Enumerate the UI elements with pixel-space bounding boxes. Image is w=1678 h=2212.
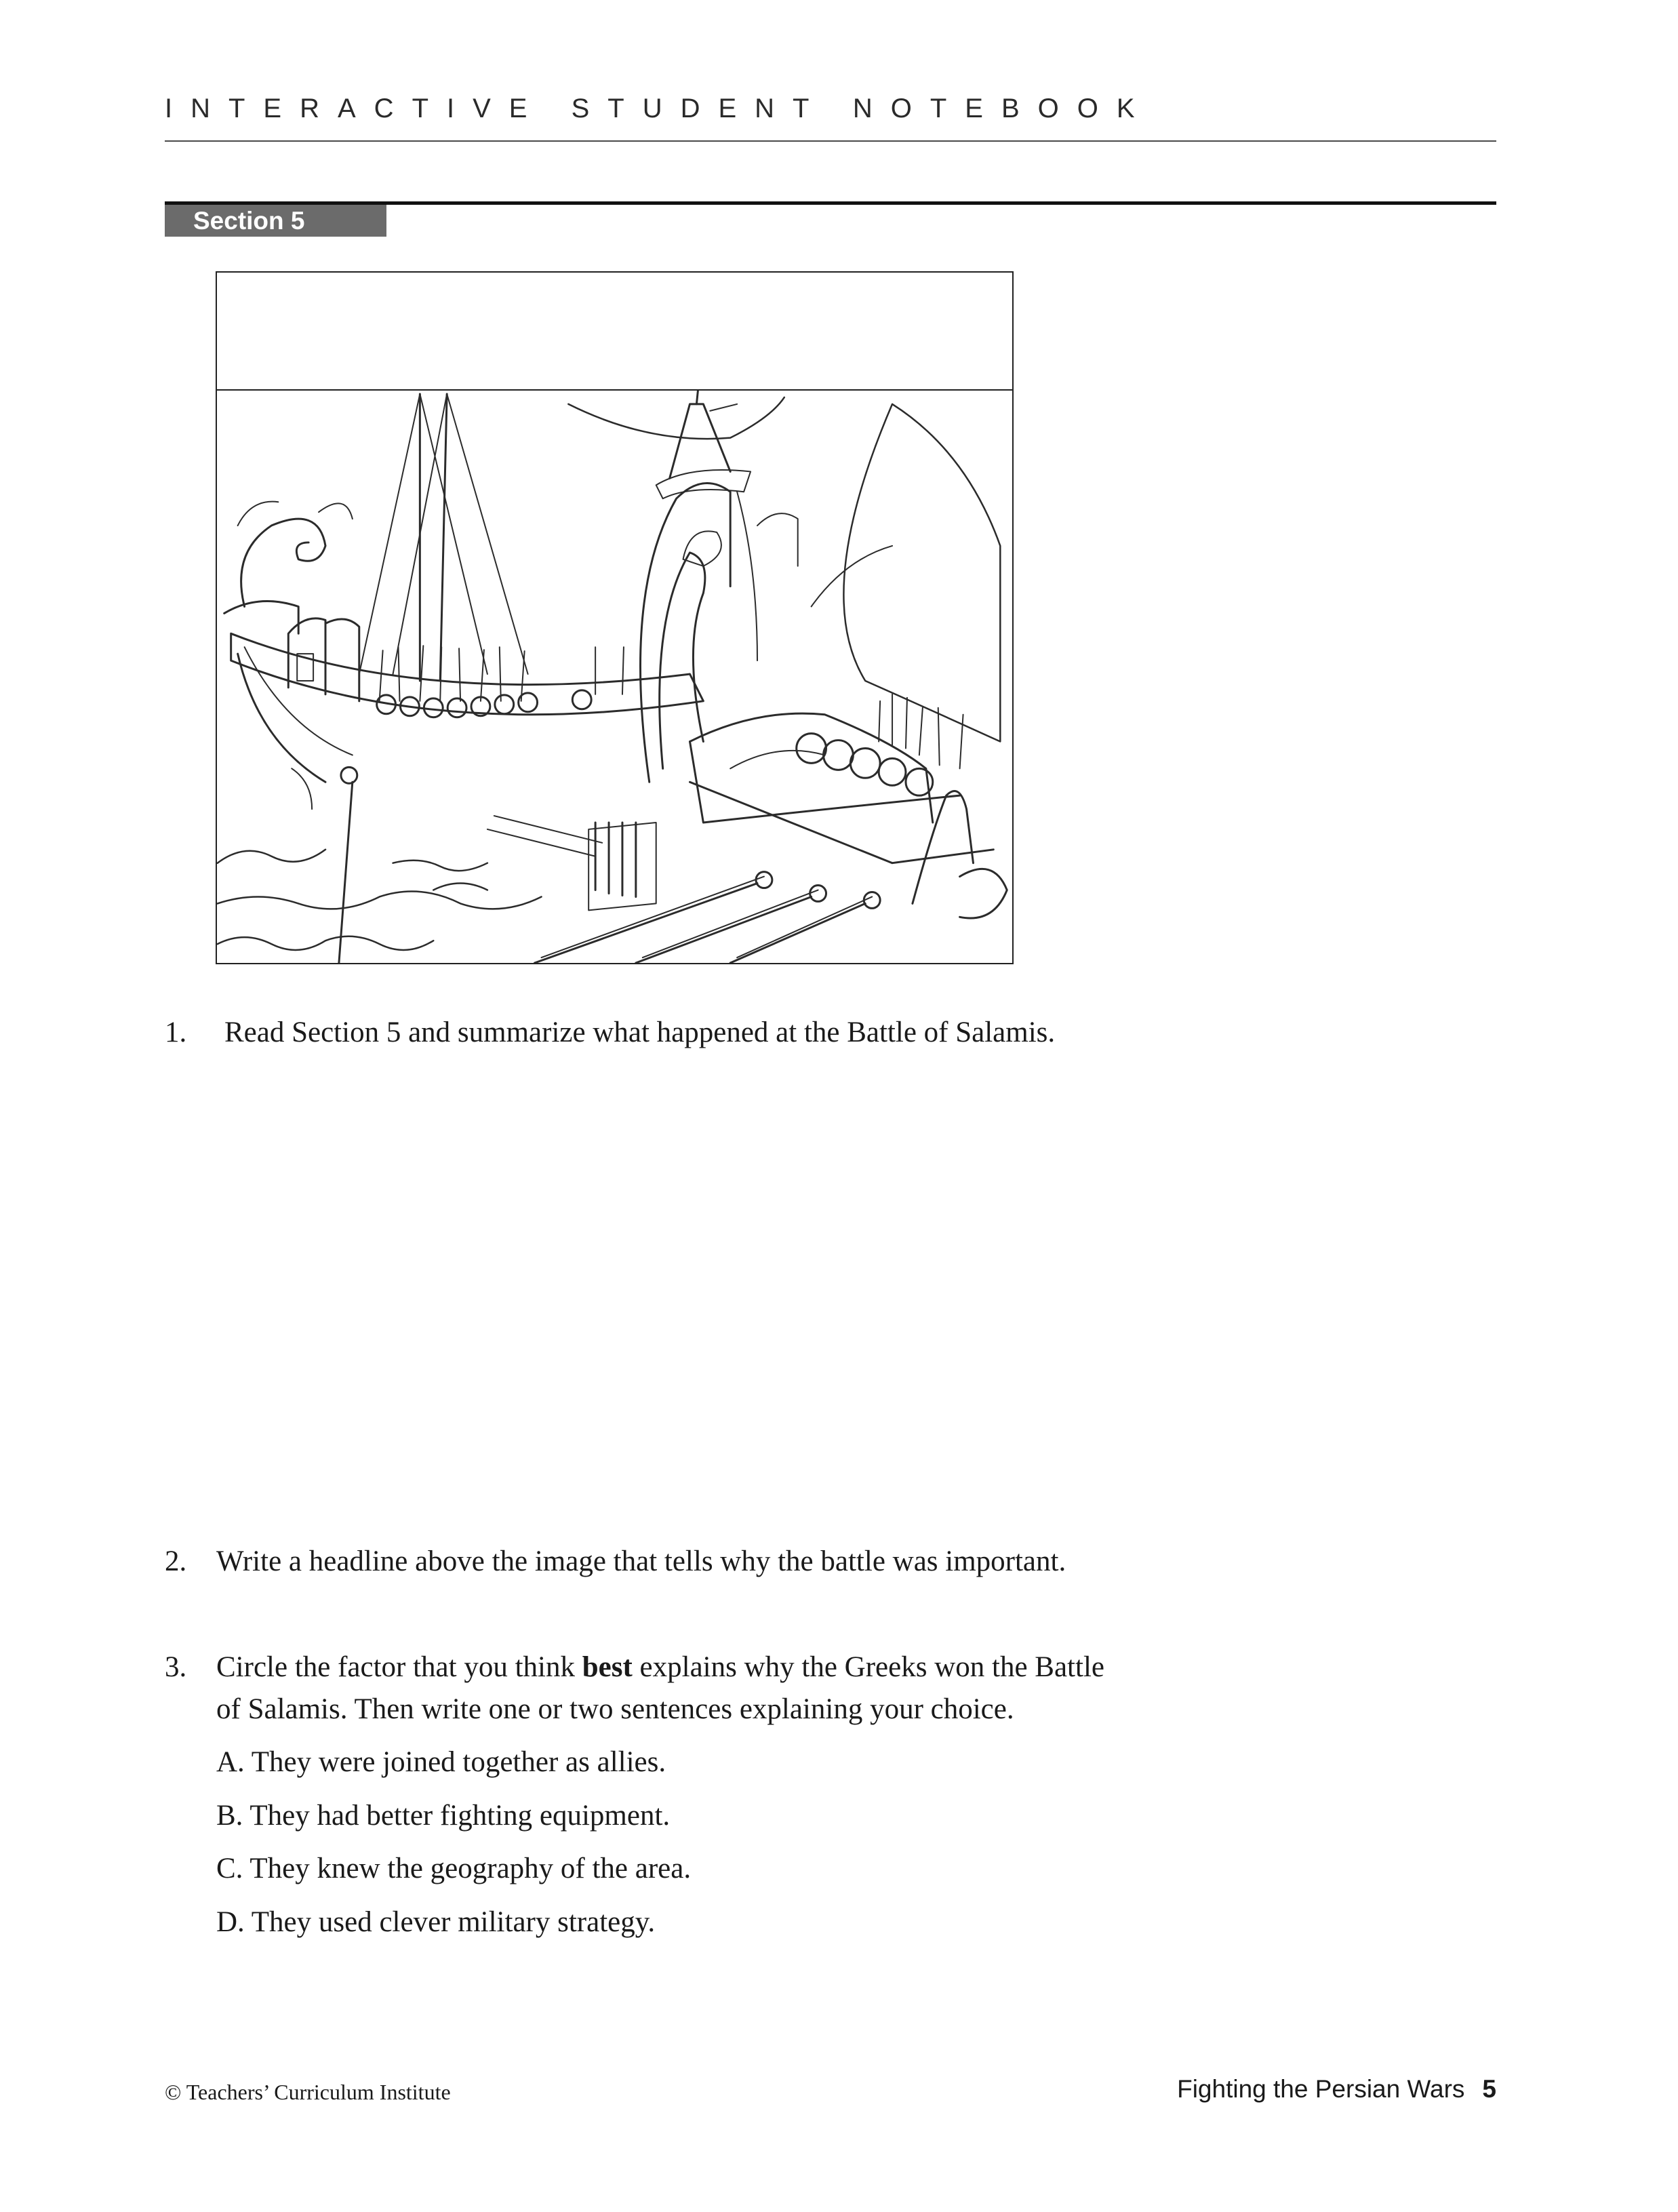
running-header: INTERACTIVE STUDENT NOTEBOOK bbox=[165, 94, 1153, 123]
headline-write-box[interactable] bbox=[216, 271, 1014, 391]
question-3-text-line1 bbox=[216, 1646, 1104, 1688]
option-d[interactable]: D. They used clever military strategy. bbox=[216, 1906, 656, 1938]
header-rule bbox=[165, 140, 1496, 142]
option-b[interactable]: B. They had better fighting equipment. bbox=[216, 1800, 671, 1832]
chapter-title: Fighting the Persian Wars bbox=[1177, 2075, 1465, 2103]
question-3-bold-word: best bbox=[582, 1651, 633, 1683]
question-3-text-before-bold: Circle the factor that you think bbox=[216, 1651, 582, 1683]
question-3-number: 3. bbox=[165, 1651, 187, 1683]
option-c[interactable]: C. They knew the geography of the area. bbox=[216, 1853, 692, 1884]
question-3-text-line2: of Salamis. Then write one or two sentences explaining your choice. bbox=[216, 1693, 1014, 1725]
question-3-text-after-bold: explains why the Greeks won the Battle bbox=[632, 1651, 1104, 1683]
copyright: © Teachers’ Curriculum Institute bbox=[165, 2080, 451, 2104]
option-a[interactable]: A. They were joined together as allies. bbox=[216, 1746, 666, 1778]
question-1-text: Read Section 5 and summarize what happened at the Battle of Salamis. bbox=[224, 1016, 1056, 1048]
question-1-number: 1. bbox=[165, 1016, 187, 1048]
question-2-number: 2. bbox=[165, 1545, 187, 1577]
question-2-text: Write a headline above the image that tells why the battle was important. bbox=[216, 1545, 1066, 1577]
battle-illustration bbox=[216, 389, 1014, 964]
footer-right bbox=[1177, 2075, 1496, 2104]
section-tab: Section 5 bbox=[165, 205, 386, 237]
page-number: 5 bbox=[1482, 2075, 1496, 2103]
